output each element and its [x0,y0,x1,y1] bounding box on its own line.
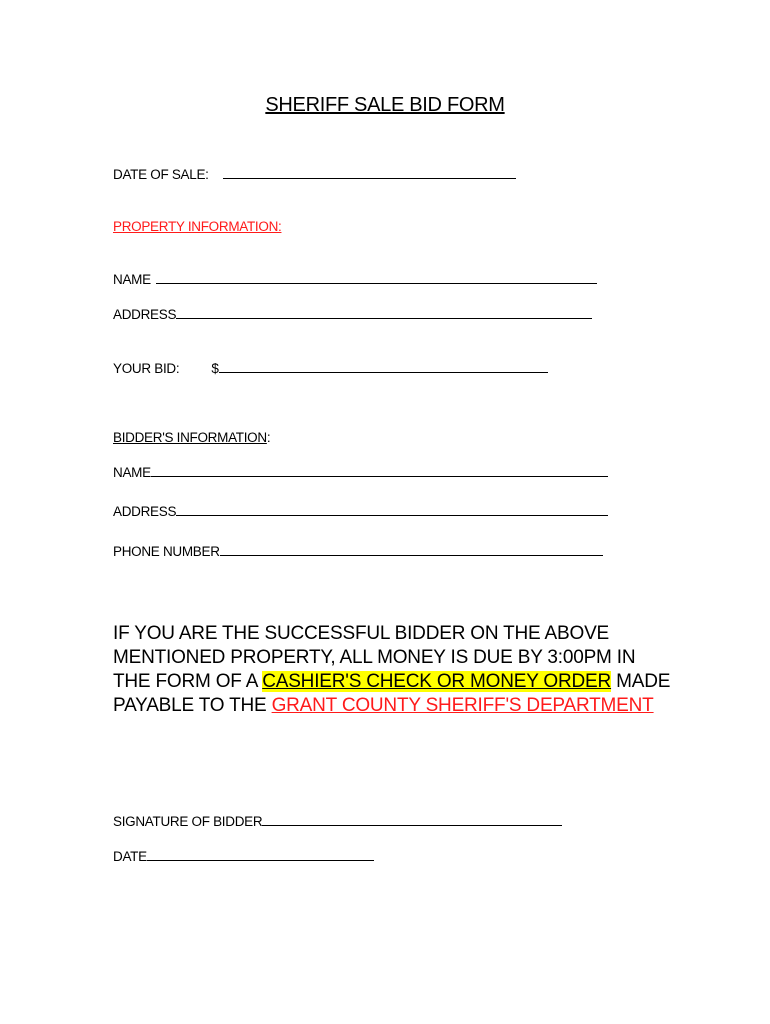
property-name-row [113,271,597,287]
signature-row [113,813,562,829]
date-label: DATE [113,849,147,864]
notice-payee: GRANT COUNTY SHERIFF'S DEPARTMENT [271,695,654,716]
signature-label: SIGNATURE OF BIDDER [113,814,263,829]
bidder-info-heading [113,430,270,445]
your-bid-field[interactable] [219,360,548,373]
bidder-address-label: ADDRESS [113,504,177,519]
notice-text-part1: IF YOU ARE THE SUCCESSFUL BIDDER ON THE ABOVE MENTIONED PROPERTY, ALL MONEY IS DUE BY 3:00PM IN THE FORM OF A [113,623,636,692]
property-name-label: NAME [113,272,151,287]
bidder-phone-field[interactable] [220,543,603,556]
property-name-field[interactable] [156,271,597,284]
date-row [113,848,374,864]
date-field[interactable] [147,848,374,861]
bidder-address-field[interactable] [176,503,608,516]
bidder-phone-label: PHONE NUMBER [113,544,220,559]
property-info-heading: PROPERTY INFORMATION: [113,219,282,234]
bidder-phone-row [113,543,603,559]
your-bid-row [113,360,548,376]
notice-text-part2: MADE PAYABLE TO THE [113,671,671,716]
property-address-row [113,306,592,322]
bidder-name-field[interactable] [151,464,608,477]
bid-currency-symbol: $ [211,361,219,376]
property-address-field[interactable] [176,306,592,319]
your-bid-label: YOUR BID: [113,361,180,376]
date-of-sale-row [113,166,516,182]
bidder-name-row [113,464,608,480]
notice-payment-method: CASHIER'S CHECK OR MONEY ORDER [262,671,612,692]
form-title: SHERIFF SALE BID FORM [265,94,505,116]
date-of-sale-label: DATE OF SALE: [113,167,209,182]
bidder-info-heading-text: BIDDER'S INFORMATION [113,430,267,445]
bidder-info-heading-colon: : [266,430,271,445]
signature-field[interactable] [262,813,562,826]
payment-notice [113,622,673,718]
bidder-name-label: NAME [113,465,151,480]
date-of-sale-field[interactable] [223,166,516,179]
property-address-label: ADDRESS [113,307,177,322]
bidder-address-row [113,503,608,519]
